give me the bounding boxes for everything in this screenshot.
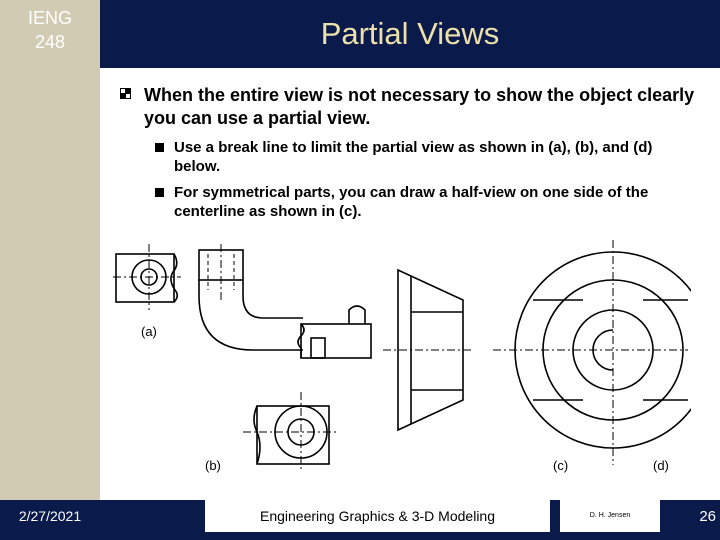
bullet-icon [120,87,133,100]
sub-bullet-text: Use a break line to limit the partial view as shown in (a), (b), and (d) below. [174,139,653,175]
square-bullet-icon [155,143,164,152]
footer-course-name: Engineering Graphics & 3-D Modeling [259,508,495,524]
label-b: (b) [205,458,221,473]
sidebar [0,0,100,500]
square-bullet-icon [155,188,164,197]
course-code: IENG 248 [27,8,72,52]
footer-bar [0,500,720,540]
slide-title: Partial Views [320,16,500,51]
label-c: (c) [553,458,569,473]
page-number: 26 [699,508,716,525]
footer-author: D. H. Jensen [589,512,631,519]
label-d: (d) [653,458,669,473]
label-a: (a) [141,324,157,339]
partial-views-figure [113,240,691,477]
footer-date: 2/27/2021 [18,508,82,524]
sub-bullet-text: For symmetrical parts, you can draw a half-view on one side of the centerline as shown in (c). [174,184,649,220]
main-bullet-text: When the entire view is not necessary to show the object clearly you can use a partial view. [144,85,695,128]
